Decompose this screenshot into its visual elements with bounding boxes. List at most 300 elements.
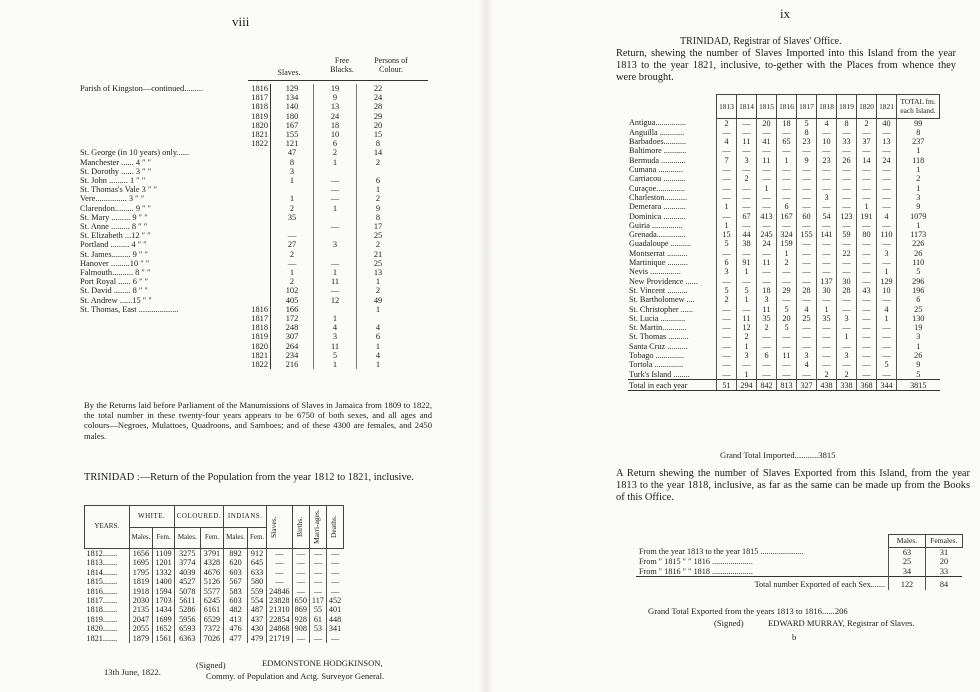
value-cell: — [857, 221, 877, 230]
value-cell: 1594 [153, 587, 174, 596]
year-cell [242, 286, 271, 295]
value-cell: 11 [757, 258, 777, 267]
place-cell [78, 139, 242, 148]
value-cell: — [857, 295, 877, 304]
value-cell: 24868 [267, 624, 292, 633]
page-number: ix [780, 6, 791, 21]
population-subheader: Males. [174, 527, 200, 549]
place-cell: St. Thomas's Vale 3 ″ ″ [80, 185, 158, 195]
table-row [85, 577, 344, 586]
value-cell: 2047 [129, 615, 153, 624]
table-row [628, 193, 940, 202]
value-cell: 13 [877, 137, 897, 146]
slaves-cell: 27 [271, 240, 314, 249]
value-cell: — [757, 128, 777, 137]
value-cell: 1079 [897, 212, 940, 221]
persons-of-colour-cell: 13 [373, 268, 383, 278]
table-row [78, 259, 399, 268]
year-cell [242, 167, 271, 176]
value-cell: — [309, 634, 326, 643]
persons-of-colour-cell: 25 [373, 258, 383, 268]
persons-of-colour-cell [357, 167, 400, 176]
grand-total-imported: Grand Total Imported...........3815 [720, 450, 836, 460]
value-cell: 620 [224, 558, 248, 567]
value-cell: 4527 [174, 577, 200, 586]
population-heading: TRINIDAD :—Return of the Population from the year 1812 to 1821, inclusive. [84, 472, 414, 483]
place-cell: Guadaloupe .......... [629, 239, 692, 249]
value-cell: — [877, 193, 897, 202]
table-row [78, 296, 399, 305]
total-cell: 84 [926, 577, 963, 590]
slaves-cell: 248 [271, 323, 314, 332]
value-cell: — [857, 184, 877, 193]
value-cell: 18 [777, 118, 797, 128]
value-cell: 35 [817, 314, 837, 323]
table-row [85, 549, 344, 559]
slaves-cell: 167 [271, 121, 314, 130]
value-cell: 1 [877, 314, 897, 323]
value-cell: — [817, 128, 837, 137]
value-cell: 123 [837, 212, 857, 221]
value-cell: 191 [857, 212, 877, 221]
year-cell: 1813....... [86, 558, 118, 568]
place-cell: Tortola .............. [629, 360, 684, 370]
value-cell: 1656 [129, 549, 153, 559]
value-cell: — [877, 351, 897, 360]
free-blacks-cell: — [314, 185, 357, 194]
table-row [628, 360, 940, 369]
value-cell: 448 [326, 615, 343, 624]
value-cell: — [737, 193, 757, 202]
value-cell: 482 [224, 605, 248, 614]
free-blacks-cell: 3 [314, 240, 357, 249]
value-cell: — [777, 193, 797, 202]
slaves-cell: 8 [271, 158, 314, 167]
value-cell: 5 [797, 118, 817, 128]
table-row [78, 250, 399, 259]
value-cell: — [737, 146, 757, 155]
slaves-cell: 166 [271, 305, 314, 314]
value-cell: 4 [797, 360, 817, 369]
value-cell: — [817, 202, 837, 211]
total-row [628, 379, 940, 390]
place-cell: Baltimore ........... [629, 146, 687, 156]
persons-of-colour-cell: 24 [373, 93, 383, 103]
value-cell: 18 [757, 286, 777, 295]
slaves-cell: 234 [271, 351, 314, 360]
value-cell: 159 [777, 239, 797, 248]
value-cell: — [877, 165, 897, 174]
value-cell: 567 [224, 577, 248, 586]
value-cell: 9 [897, 360, 940, 369]
value-cell: 2 [777, 258, 797, 267]
value-cell: 4039 [174, 568, 200, 577]
place-cell: Martinique .......... [629, 258, 688, 268]
free-blacks-cell: — [314, 259, 357, 268]
value-cell: 67 [737, 212, 757, 221]
year-cell: 1817 [242, 93, 271, 102]
kingston-header-rule [248, 80, 428, 81]
value-cell: — [837, 323, 857, 332]
value-cell: — [857, 370, 877, 380]
table-row [85, 587, 344, 596]
value-cell: 7 [717, 156, 737, 165]
value-cell: — [737, 184, 757, 193]
year-cell [242, 259, 271, 268]
value-cell: — [877, 258, 897, 267]
value-cell: 2 [897, 174, 940, 183]
value-cell: 554 [247, 596, 266, 605]
value-cell: 4676 [200, 568, 223, 577]
value-cell: 1332 [153, 568, 174, 577]
value-cell: — [717, 314, 737, 323]
value-cell: 650 [292, 596, 309, 605]
value-cell: 237 [897, 137, 940, 146]
total-cell: 842 [757, 379, 777, 390]
table-row [85, 624, 344, 633]
table-row [628, 184, 940, 193]
population-subheader: Males. [129, 527, 153, 549]
place-cell: Tobago .............. [629, 351, 685, 361]
value-cell: 129 [877, 277, 897, 286]
value-cell: — [717, 212, 737, 221]
population-subheader: Fem. [200, 527, 223, 549]
free-blacks-cell: 1 [314, 314, 357, 323]
value-cell: 40 [877, 118, 897, 128]
value-cell: 11 [777, 351, 797, 360]
value-cell: 5956 [174, 615, 200, 624]
place-cell: St. James......... 9 ″ ″ [80, 249, 148, 259]
total-label: Total number Exported of each Sex....... [636, 577, 889, 590]
year-cell [242, 148, 271, 157]
births-header: Births. [294, 516, 304, 538]
value-cell: — [877, 184, 897, 193]
value-cell: 23 [797, 137, 817, 146]
value-cell: 6 [897, 295, 940, 304]
total-cell: 51 [717, 379, 737, 390]
value-cell: 1918 [129, 587, 153, 596]
year-cell: 1814....... [86, 567, 118, 577]
value-cell: 35 [757, 314, 777, 323]
value-cell: — [777, 277, 797, 286]
value-cell: 2055 [129, 624, 153, 633]
total-cell: 338 [837, 379, 857, 390]
persons-of-colour-cell: 2 [375, 157, 381, 167]
year-cell: 1818....... [86, 605, 118, 615]
table-row [78, 314, 399, 323]
place-cell: St. Vincent .......... [629, 285, 688, 295]
value-cell: 25 [797, 314, 817, 323]
value-cell: 24846 [267, 587, 292, 596]
value-cell: — [857, 342, 877, 351]
value-cell: — [737, 305, 757, 314]
table-row [78, 277, 399, 286]
value-cell: — [777, 360, 797, 369]
value-cell: — [857, 277, 877, 286]
free-blacks-cell: 9 [314, 93, 357, 102]
value-cell: 155 [797, 230, 817, 239]
total-cell: 122 [889, 577, 926, 590]
place-cell: Bermuda ............ [629, 155, 686, 165]
value-cell: — [857, 267, 877, 276]
table-row [628, 174, 940, 183]
value-cell: 137 [817, 277, 837, 286]
value-cell: 477 [224, 634, 248, 643]
value-cell: 1109 [153, 549, 174, 559]
marriages-header: Marri-ages. [311, 509, 321, 545]
value-cell: — [309, 577, 326, 586]
slaves-cell: — [271, 259, 314, 268]
value-cell: 9 [797, 156, 817, 165]
persons-of-colour-cell: 1 [375, 277, 381, 287]
value-cell: 63 [889, 547, 926, 557]
value-cell: — [292, 549, 309, 559]
value-cell: — [717, 323, 737, 332]
slaves-cell: 2 [271, 250, 314, 259]
value-cell: 30 [817, 286, 837, 295]
slaves-cell: 35 [271, 213, 314, 222]
population-signature-title: Commy. of Population and Actg. Surveyor General. [206, 671, 385, 681]
free-blacks-cell: 1 [314, 360, 357, 369]
value-cell: 1 [757, 184, 777, 193]
free-blacks-cell: — [314, 176, 357, 185]
value-cell: — [737, 118, 757, 128]
value-cell: 580 [247, 577, 266, 586]
free-blacks-cell: 24 [314, 112, 357, 121]
value-cell: — [877, 295, 897, 304]
table-row [628, 305, 940, 314]
value-cell: — [797, 277, 817, 286]
value-cell: — [757, 342, 777, 351]
value-cell: 1 [857, 202, 877, 211]
value-cell: — [877, 174, 897, 183]
value-cell: — [797, 146, 817, 155]
value-cell: 1 [877, 267, 897, 276]
value-cell: 1400 [153, 577, 174, 586]
value-cell: 141 [817, 230, 837, 239]
value-cell: 5 [877, 360, 897, 369]
slaves-cell: 1 [271, 176, 314, 185]
value-cell: — [717, 277, 737, 286]
place-cell: New Providence ...... [629, 276, 698, 286]
year-header: 1813 [717, 95, 737, 119]
year-cell: 1816 [242, 305, 271, 314]
imports-heading: Return, shewing the number of Slaves Imported into this Island from the year 1813 to the year 1821, inclusive, to-gether with the Places from whence they were brought. [616, 48, 956, 83]
table-row [78, 93, 399, 102]
value-cell: — [757, 360, 777, 369]
value-cell: 23828 [267, 596, 292, 605]
table-row [628, 221, 940, 230]
persons-of-colour-cell: 8 [375, 212, 381, 222]
free-blacks-cell: 18 [314, 121, 357, 130]
value-cell: 55 [309, 605, 326, 614]
value-cell: 4 [797, 305, 817, 314]
value-cell: 413 [757, 212, 777, 221]
value-cell: — [326, 634, 343, 643]
value-cell: — [757, 221, 777, 230]
value-cell: 452 [326, 596, 343, 605]
table-row [78, 158, 399, 167]
value-cell: — [717, 249, 737, 258]
value-cell: — [837, 258, 857, 267]
value-cell: — [857, 360, 877, 369]
value-cell: 1201 [153, 558, 174, 567]
persons-of-colour-cell [357, 314, 400, 323]
grand-total-exported: Grand Total Exported from the years 1813 to 1816......206 [648, 606, 848, 616]
value-cell: 5078 [174, 587, 200, 596]
persons-of-colour-cell: 20 [373, 120, 383, 130]
table-row [78, 342, 399, 351]
value-cell: 7372 [200, 624, 223, 633]
table-row [78, 231, 399, 240]
value-cell: — [717, 128, 737, 137]
slaves-cell: 134 [271, 93, 314, 102]
period-cell: From ″ 1815 ″ ″ 1816 .................... [639, 557, 753, 567]
persons-of-colour-cell: 4 [375, 350, 381, 360]
kingston-header-persons-of-colour: Persons of Colour. [374, 56, 408, 74]
value-cell: — [292, 577, 309, 586]
total-cell: 368 [857, 379, 877, 390]
value-cell: — [877, 146, 897, 155]
table-row [628, 165, 940, 174]
value-cell: 1561 [153, 634, 174, 643]
value-cell: — [797, 184, 817, 193]
value-cell: 130 [897, 314, 940, 323]
table-row [628, 212, 940, 221]
value-cell: — [717, 193, 737, 202]
value-cell: — [717, 165, 737, 174]
left-page [0, 0, 480, 692]
slaves-cell: 405 [271, 296, 314, 305]
place-cell [78, 323, 242, 332]
slaves-cell: 2 [271, 204, 314, 213]
persons-of-colour-cell: 2 [375, 194, 381, 204]
value-cell: 33 [926, 567, 963, 577]
year-cell [242, 277, 271, 286]
value-cell: — [797, 258, 817, 267]
place-cell [78, 314, 242, 323]
place-cell: Clarendon......... 9 ″ ″ [80, 203, 152, 213]
slaves-cell: 140 [271, 102, 314, 111]
value-cell: 559 [247, 587, 266, 596]
value-cell: — [857, 128, 877, 137]
persons-of-colour-cell: 17 [373, 222, 383, 232]
year-header: 1819 [837, 95, 857, 119]
page-number: viii [232, 14, 250, 29]
free-blacks-cell: — [314, 222, 357, 231]
slaves-cell [271, 185, 314, 194]
value-cell: 1 [717, 202, 737, 211]
value-cell: 6593 [174, 624, 200, 633]
value-cell: 37 [857, 137, 877, 146]
value-cell: 892 [224, 549, 248, 559]
place-cell [78, 342, 242, 351]
place-cell [78, 102, 242, 111]
value-cell: — [837, 342, 857, 351]
table-row [78, 139, 399, 148]
persons-of-colour-cell: 4 [375, 323, 381, 333]
value-cell: — [292, 587, 309, 596]
value-cell: 3 [897, 193, 940, 202]
value-cell: — [797, 332, 817, 341]
value-cell: 91 [737, 258, 757, 267]
value-cell: — [777, 267, 797, 276]
place-cell: St. George (in 10 years) only...... [80, 148, 190, 158]
table-row [628, 146, 940, 155]
place-cell: Barbadoes........... [629, 137, 687, 147]
value-cell: 3791 [200, 549, 223, 559]
kingston-header-free-blacks: Free Blacks. [330, 56, 354, 74]
value-cell: 324 [777, 230, 797, 239]
table-row [78, 84, 399, 93]
value-cell: 2 [857, 118, 877, 128]
value-cell: 1699 [153, 615, 174, 624]
value-cell: 23 [817, 156, 837, 165]
place-cell: St. Thomas .......... [629, 332, 689, 342]
value-cell: 437 [247, 615, 266, 624]
value-cell: — [797, 193, 817, 202]
place-cell: St. Mary ......... 9 ″ ″ [80, 212, 148, 222]
slaves-cell: 307 [271, 332, 314, 341]
value-cell: 1 [737, 342, 757, 351]
value-cell: — [857, 174, 877, 183]
value-cell: 645 [247, 558, 266, 567]
table-row [78, 102, 399, 111]
free-blacks-cell: 6 [314, 139, 357, 148]
value-cell: — [837, 174, 857, 183]
value-cell: 118 [897, 156, 940, 165]
table-row [628, 249, 940, 258]
year-cell [242, 176, 271, 185]
slaves-cell: 121 [271, 139, 314, 148]
year-cell: 1818 [242, 102, 271, 111]
value-cell: 226 [897, 239, 940, 248]
value-cell: — [817, 267, 837, 276]
table-row [628, 314, 940, 323]
year-cell: 1821 [242, 351, 271, 360]
value-cell: — [757, 202, 777, 211]
value-cell: — [292, 558, 309, 567]
value-cell: — [737, 360, 757, 369]
value-cell: — [837, 184, 857, 193]
place-cell: St. Christopher ...... [629, 304, 693, 314]
exports-header-males: Males. [889, 535, 926, 548]
value-cell: — [717, 184, 737, 193]
year-cell: 1821 [242, 130, 271, 139]
value-cell: 6161 [200, 605, 223, 614]
value-cell: 869 [292, 605, 309, 614]
value-cell: 31 [926, 547, 963, 557]
place-cell [78, 93, 242, 102]
value-cell: 21310 [267, 605, 292, 614]
value-cell: 1703 [153, 596, 174, 605]
imports-table [628, 94, 940, 391]
free-blacks-cell: 1 [314, 268, 357, 277]
value-cell: 2 [737, 174, 757, 183]
total-cell: 344 [877, 379, 897, 390]
table-row [85, 634, 344, 643]
value-cell: 2 [717, 118, 737, 128]
value-cell: — [309, 568, 326, 577]
year-cell: 1819 [242, 112, 271, 121]
year-header: 1817 [797, 95, 817, 119]
value-cell: 41 [757, 137, 777, 146]
persons-of-colour-cell: 22 [373, 84, 383, 93]
value-cell: — [837, 221, 857, 230]
value-cell: 25 [897, 305, 940, 314]
persons-of-colour-cell: 2 [375, 286, 381, 296]
value-cell: — [817, 342, 837, 351]
